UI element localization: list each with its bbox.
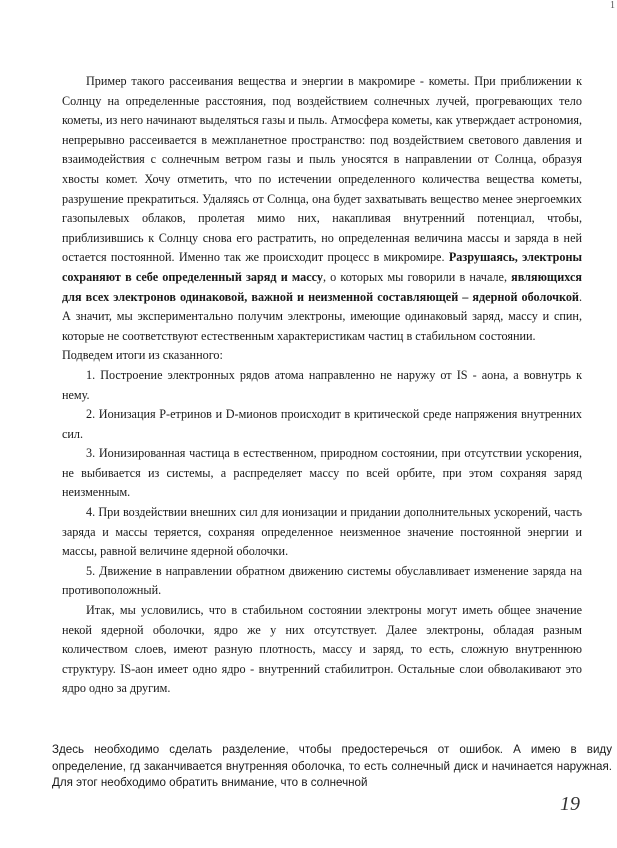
corner-mark: 1 — [610, 0, 615, 11]
paragraph-conclusion: Итак, мы условились, что в стабильном состоянии электроны могут иметь общее значение некой ядерной оболочки, ядро же у них отсутствует. Далее электроны, обладая разным количеством слоев, имеют разную плотность, массу и заряд, то есть, сложную внутреннюю структуру. IS-аон имеет одно ядро - внутренний стабилитрон. Остальные слои обволакивают это ядро одно за другим. — [62, 603, 582, 696]
page-number: 19 — [560, 793, 580, 815]
list-item: 5. Движение в направлении обратном движению системы обуславливает изменение заряда на противоположный. — [62, 563, 582, 598]
summary-intro: Подведем итоги из сказанного: — [62, 348, 223, 363]
tail-text — [52, 742, 612, 792]
list-item: 3. Ионизированная частица в естественном, природном состоянии, при отсутствии ускорения, не выбивается из системы, а распределяет массу по всей орбите, при этом сохраняя заряд неизменным. — [62, 446, 582, 500]
bold-phrase-nuclear-shell: являющихся для всех электронов одинаковой, важной и неизменной составляющей – ядерной оболочкой — [62, 269, 582, 304]
main-text — [62, 72, 582, 699]
paragraph-comets-text: Пример такого рассеивания вещества и энергии в макромире - кометы. При приближении к Солнцу на определенные расстояния, под воздействием солнечных лучей, прогревающих тело кометы, из него начинают выделяться газы и пыль. Атмосфера кометы, как утверждает астрономия, непрерывно рассеивается в межпланетное пространство: под воздействием светового давления и взаимодействия с солнечным ветром газы и пыль уносятся в направлении от Солнца, образуя хвосты комет. Хочу отметить, что по истечении определенного количества вещества кометы, разрушение прекратиться. Удаляясь от Солнца, она будет захватывать вещество менее энергоемких газопылевых облаков, пролетая мимо них, накапливая внутренний потенциал, чтобы, приблизившись к Солнцу снова его растратить, но определенная величина массы и заряда в ней остается постоянной. Именно так же происходит процесс в микромире. — [62, 74, 582, 265]
list-item: 4. При воздействии внешних сил для ионизации и придании дополнительных ускорений, часть заряда и массы теряется, сохраняя определенное неизменное значение постоянной энергии и массы, равной величине ядерной оболочки. — [62, 505, 582, 559]
paragraph-comets-middle: , о которых мы говорили в начале, — [322, 269, 507, 284]
tail-paragraph: Здесь необходимо сделать разделение, чтобы предостеречься от ошибок. А имею в виду определение, гд заканчивается внутренняя оболочка, то есть солнечный диск и начинается наружная. Для этог необходимо обратить внимание, что в солнечной — [52, 743, 612, 789]
list-item: 2. Ионизация P-етринов и D-мионов происходит в критической среде напряжения внутренних сил. — [62, 407, 582, 441]
paragraph-comets — [62, 72, 582, 346]
bold-phrase-electrons: Разрушаясь, электроны сохраняют в себе определенный заряд и массу — [62, 250, 582, 284]
list-item: 1. Построение электронных рядов атома направленно не наружу от IS - аона, а вовнутрь к нему. — [62, 367, 582, 402]
paragraph-comets-end: . А значит, мы экспериментально получим электроны, имеющие одинаковый заряд, массу и спин, которые не соответствуют естественным характеристикам частиц в стабильном состоянии. — [62, 289, 582, 343]
